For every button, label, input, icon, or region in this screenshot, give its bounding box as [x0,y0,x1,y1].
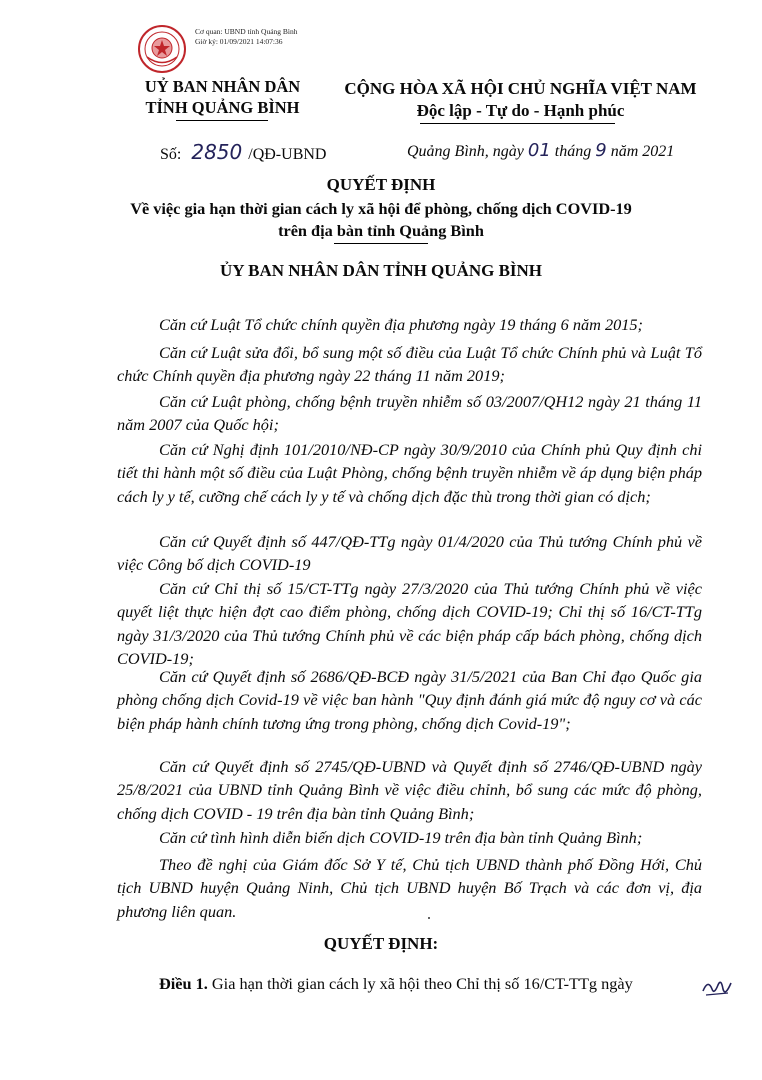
subject-line-1: Về việc gia hạn thời gian cách ly xã hội để phòng, chống dịch COVID-19 [130,199,632,218]
document-number [160,140,326,164]
legal-basis-10: Theo đề nghị của Giám đốc Sở Y tế, Chủ tịch UBND thành phố Đồng Hới, Chủ tịch UBND huyện Quảng Ninh, Chủ tịch UBND huyện Bố Trạch và các đơn vị, địa phương liên quan. [117,855,702,921]
legal-basis-6: Căn cứ Chỉ thị số 15/CT-TTg ngày 27/3/2020 của Thủ tướng Chính phủ về việc quyết liệt thực hiện đợt cao điểm phòng, chống dịch COVID-19; Chỉ thị số 16/CT-TTg ngày 31/3/2020 của Thủ tướng Chính phủ về các biện pháp cấp bách phòng, chống dịch COVID-19; [117,579,702,668]
digital-signature-info [195,27,298,47]
date-month-label: tháng [554,143,592,160]
national-title [333,78,708,122]
issuing-agency [120,76,325,118]
number-handwritten: 2850 [191,140,243,164]
legal-basis-9: Căn cứ tình hình diễn biến dịch COVID-19 trên địa bàn tỉnh Quảng Bình; [159,828,643,847]
handwritten-initials [700,975,734,1001]
issue-date [407,140,674,161]
article-1-label: Điều 1. [159,974,208,993]
legal-basis-5: Căn cứ Quyết định số 447/QĐ-TTg ngày 01/4/2020 của Thủ tướng Chính phủ về việc Công bố dịch COVID-19 [117,532,702,575]
legal-basis-7: Căn cứ Quyết định số 2686/QĐ-BCĐ ngày 31/5/2021 của Ban Chỉ đạo Quốc gia phòng chống dịch Covid-19 về việc ban hành "Quy định đánh giá mức độ nguy cơ và các biện pháp hành chính tương ứng trong phòng, chống dịch Covid-19"; [117,667,702,733]
motto-underline [420,123,615,124]
date-prefix: Quảng Bình, ngày [407,143,524,160]
issuing-authority: ỦY BAN NHÂN DÂN TỈNH QUẢNG BÌNH [219,261,543,280]
subject-line-2: trên địa bàn tỉnh Quảng Bình [278,221,484,240]
document-type: QUYẾT ĐỊNH [326,175,436,194]
nation-name: CỘNG HÒA XÃ HỘI CHỦ NGHĨA VIỆT NAM [344,79,697,98]
article-1 [117,972,702,995]
number-prefix: Số: [160,146,182,163]
legal-basis-8: Căn cứ Quyết định số 2745/QĐ-UBND và Quyết định số 2746/QĐ-UBND ngày 25/8/2021 của UBND tỉnh Quảng Bình về việc điều chỉnh, bổ sung các mức độ phòng, chống dịch COVID - 19 trên địa bàn tỉnh Quảng Bình; [117,757,702,823]
legal-basis-1: Căn cứ Luật Tổ chức chính quyền địa phương ngày 19 tháng 6 năm 2015; [159,315,643,334]
date-month: 9 [595,140,607,161]
national-emblem-seal [137,24,187,74]
agency-line-2: TỈNH QUẢNG BÌNH [145,98,300,117]
date-year: năm 2021 [610,143,675,160]
stray-mark [428,917,430,919]
decision-heading: QUYẾT ĐỊNH: [323,934,439,953]
date-day: 01 [527,140,551,161]
agency-line-1: UỶ BAN NHÂN DÂN [144,77,301,96]
legal-basis-2: Căn cứ Luật sửa đổi, bổ sung một số điều của Luật Tổ chức Chính phủ và Luật Tổ chức Chính quyền địa phương ngày 22 tháng 11 năm 2019; [117,343,702,386]
subject-underline [334,243,428,244]
signature-agency: Cơ quan: UBND tỉnh Quảng Bình [195,27,298,36]
document-subject [0,198,762,242]
signature-time: Giờ ký: 01/09/2021 14:07:36 [195,37,283,46]
legal-basis-3: Căn cứ Luật phòng, chống bệnh truyền nhiễm số 03/2007/QH12 ngày 21 tháng 11 năm 2007 của Quốc hội; [117,392,702,435]
article-1-text: Gia hạn thời gian cách ly xã hội theo Chỉ thị số 16/CT-TTg ngày [211,974,633,993]
legal-basis-4: Căn cứ Nghị định 101/2010/NĐ-CP ngày 30/9/2010 của Chính phủ Quy định chi tiết thi hành một số điều của Luật Phòng, chống bệnh truyền nhiễm về áp dụng biện pháp cách ly y tế, cưỡng chế cách ly y tế và chống dịch đặc thù trong thời gian có dịch; [117,440,702,506]
agency-underline [176,120,268,121]
number-suffix: /QĐ-UBND [248,146,327,163]
nation-motto: Độc lập - Tự do - Hạnh phúc [416,101,625,120]
